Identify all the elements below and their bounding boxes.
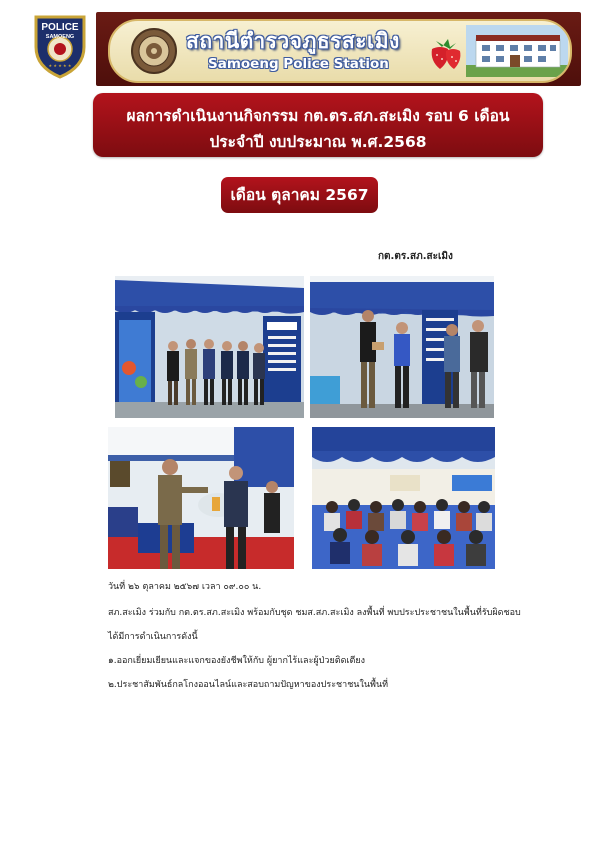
badge-bottom-text: SAMOENG — [45, 34, 75, 40]
station-name-english: Samoeng Police Station — [208, 56, 389, 72]
activity-item-1: ๑.ออกเยี่ยมเยียนและแจกของยังชีพให้กับ ผู้ยากไร้และผู้ป่วยติดเตียง — [108, 656, 366, 666]
station-building-image — [466, 25, 568, 77]
activity-date-line: วันที่ ๒๖ ตุลาคม ๒๕๖๗ เวลา ๐๙.๐๐ น. — [108, 582, 262, 592]
banner-frame — [108, 19, 572, 83]
activity-item-2: ๒.ประชาสัมพันธ์กลโกงออนไลน์และสอบถามปัญหาของประชาชนในพื้นที่ — [108, 680, 389, 690]
report-title-box — [93, 93, 543, 157]
month-label-box: เดือน ตุลาคม 2567 — [221, 177, 378, 213]
svg-text:★ ★ ★ ★ ★: ★ ★ ★ ★ ★ — [48, 63, 72, 68]
strawberry-icon — [428, 35, 462, 71]
station-name-thai: สถานีตำรวจภูธรสะเมิง — [186, 29, 400, 53]
activity-photo-1 — [115, 276, 304, 418]
activity-summary-line1: สภ.สะเมิง ร่วมกับ กต.ตร.สภ.สะเมิง พร้อมกับชุด ชมส.สภ.สะเมิง ลงพื้นที่ พบประประชาชนในพื้นที่รับผิดชอบ — [108, 608, 521, 618]
activity-photo-3 — [108, 427, 294, 569]
activity-summary-line2: ได้มีการดำเนินการดังนี้ — [108, 632, 198, 642]
police-seal-icon — [130, 27, 178, 75]
report-title-line1: ผลการดำเนินงานกิจกรรม กต.ตร.สภ.สะเมิง รอบ 6 เดือน — [126, 107, 510, 125]
activity-photo-2 — [310, 276, 494, 418]
activity-photo-4 — [312, 427, 495, 569]
station-banner — [96, 12, 581, 86]
badge-top-text: POLICE — [41, 22, 79, 33]
org-label: กต.ตร.สภ.สะเมิง — [378, 251, 453, 262]
report-title-line2: ประจำปี งบประมาณ พ.ศ.2568 — [209, 133, 427, 151]
police-badge-logo — [32, 13, 88, 79]
